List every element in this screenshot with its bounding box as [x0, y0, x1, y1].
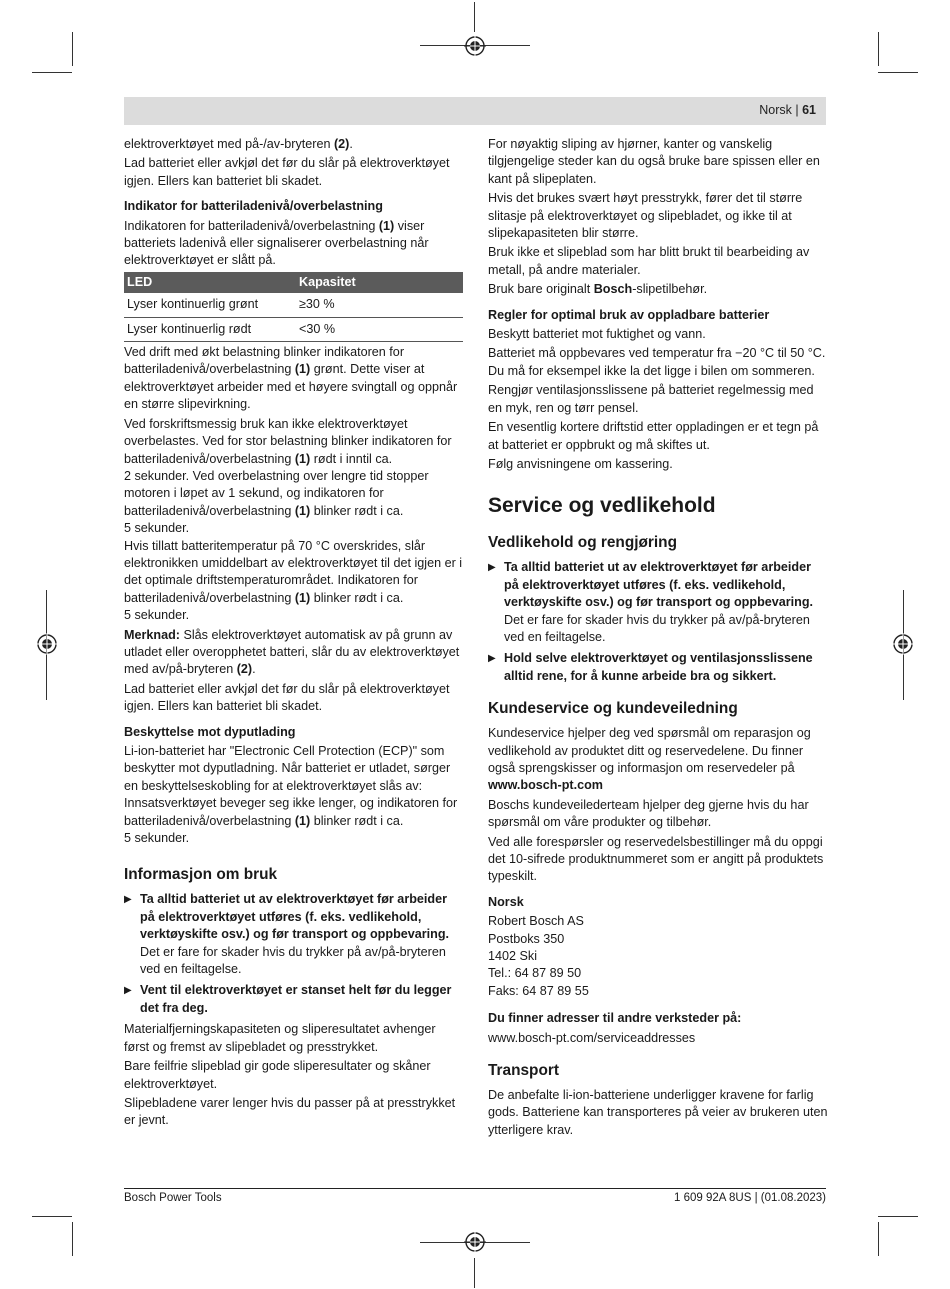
- service-addresses-link[interactable]: www.bosch-pt.com/serviceaddresses: [488, 1030, 696, 1045]
- table-cell: ≥30 %: [296, 293, 463, 317]
- registration-mark-icon: [36, 633, 58, 655]
- paragraph: Ved drift med økt belastning blinker indikatoren for batteriladenivå/overbelastning (1) grønt. Dette viser at elektroverktøyet arbeider med et høyere svingtall og oppnår en større slipevirkning.: [124, 345, 458, 412]
- section-heading: Vedlikehold og rengjøring: [488, 534, 677, 552]
- crop-mark: [32, 72, 72, 73]
- table-cell: Lyser kontinuerlig rødt: [124, 317, 296, 341]
- triangle-bullet-icon: ▶: [488, 562, 496, 574]
- table-row: [124, 293, 463, 317]
- paragraph: Bruk ikke et slipeblad som har blitt brukt til bearbeiding av metall, på andre materialer.: [488, 245, 810, 277]
- note-paragraph: Merknad: Slås elektroverktøyet automatisk av på grunn av utladet eller overopphetet batteri, slår du av elektroverktøyet med av/på-bryteren (2).: [124, 627, 460, 677]
- paragraph: Kundeservice hjelper deg ved spørsmål om reparasjon og vedlikehold av produktet ditt og reservedelene. Du finner også sprengskisser og informasjon om reservedeler på www.bosch-pt.com: [488, 726, 811, 793]
- paragraph: Indikatoren for batteriladenivå/overbelastning (1) viser batteriets ladenivå eller signaliserer overbelastning når elektroverktøyet er slått på.: [124, 218, 429, 268]
- triangle-bullet-icon: ▶: [488, 653, 496, 665]
- section-heading: Kundeservice og kundeveiledning: [488, 700, 738, 718]
- website-link[interactable]: www.bosch-pt.com: [488, 778, 603, 793]
- address-block: Robert Bosch AS Postboks 350 1402 Ski Tel.: 64 87 89 50 Faks: 64 87 89 55: [488, 914, 589, 998]
- paragraph: En vesentlig kortere driftstid etter oppladingen er et tegn på at batteriet er oppbrukt og må skiftes ut.: [488, 420, 819, 452]
- right-column: [488, 136, 828, 1141]
- triangle-bullet-icon: ▶: [124, 985, 132, 997]
- page-header: [124, 97, 826, 125]
- list-item: ▶ Ta alltid batteriet ut av elektroverktøyet før arbeider på elektroverktøyet utføres (f. eks. vedlikehold, verktøyskifte osv.) og før transport og oppbevaring. Det er fare for skader hvis du trykker på av/på-bryteren ved en feiltagelse.: [488, 560, 814, 644]
- footer-document-id: 1 609 92A 8US | (01.08.2023): [674, 1192, 826, 1204]
- table-header-cell: LED: [124, 272, 296, 293]
- paragraph: Lad batteriet eller avkjøl det før du slår på elektroverktøyet igjen. Ellers kan batteriet bli skadet.: [124, 156, 450, 188]
- paragraph: Lad batteriet eller avkjøl det før du slår på elektroverktøyet igjen. Ellers kan batteriet bli skadet.: [124, 681, 450, 714]
- paragraph: Følg anvisningene om kassering.: [488, 456, 673, 471]
- crop-mark: [474, 1258, 475, 1288]
- address-title: Norsk: [488, 894, 524, 909]
- registration-mark-icon: [464, 1231, 486, 1253]
- paragraph: For nøyaktig sliping av hjørner, kanter og vanskelig tilgjengelige steder kan du også bruke bare spissen eller en kant på slipeplaten.: [488, 137, 820, 186]
- table-row: [124, 317, 463, 341]
- table-cell: <30 %: [296, 317, 463, 341]
- paragraph: Hvis det brukes svært høyt presstrykk, fører det til større slitasje på elektroverktøyet og slipebladet, og ikke til at slipekapasiteten blir større.: [488, 191, 803, 241]
- list-item: ▶ Vent til elektroverktøyet er stanset helt før du legger det fra deg.: [124, 983, 452, 1015]
- paragraph: Materialfjerningskapasiteten og sliperesultatet avhenger først og fremst av slipebladet og presstrykket.: [124, 1022, 436, 1054]
- page-number: Norsk | 61: [759, 103, 816, 117]
- crop-mark: [878, 32, 879, 66]
- section-heading: Informasjon om bruk: [124, 866, 278, 884]
- section-subtitle: Regler for optimal bruk av oppladbare batterier: [488, 307, 770, 322]
- paragraph: De anbefalte li-ion-batteriene underligger kravene for farlig gods. Batteriene kan transporteres på veier av brukeren uten ytterligere krav.: [488, 1088, 828, 1137]
- list-item: ▶ Hold selve elektroverktøyet og ventilasjonsslissene alltid rene, for å kunne arbeide bra og sikkert.: [488, 651, 813, 683]
- paragraph: Bruk bare originalt Bosch-slipetilbehør.: [488, 282, 708, 297]
- paragraph: Rengjør ventilasjonsslissene på batteriet regelmessig med en myk, ren og tørr pensel.: [488, 383, 814, 415]
- section-subtitle: Du finner adresser til andre verksteder på:: [488, 1011, 742, 1026]
- crop-mark: [32, 1216, 72, 1217]
- page-number-value: 61: [802, 103, 816, 117]
- left-column: [124, 136, 464, 1132]
- table-header-cell: Kapasitet: [296, 272, 463, 293]
- led-capacity-table: [124, 272, 463, 342]
- footer-brand: Bosch Power Tools: [124, 1192, 222, 1204]
- paragraph: Batteriet må oppbevares ved temperatur fra −20 °C til 50 °C. Du må for eksempel ikke la det ligge i bilen om sommeren.: [488, 346, 826, 378]
- header-language: Norsk: [759, 103, 792, 117]
- note-label: Merknad:: [124, 627, 180, 642]
- paragraph: Boschs kundeveilederteam hjelper deg gjerne hvis du har spørsmål om våre produkter og tilbehør.: [488, 797, 809, 830]
- crop-mark: [474, 2, 475, 32]
- paragraph: Ved forskriftsmessig bruk kan ikke elektroverktøyet overbelastes. Ved for stor belastning blinker indikatoren for batteriladenivå/overbelastning (1) rødt i inntil ca. 2 sekunder. Ved overbelastning over lengre tid stopper motoren i løpet av 1 sekund, og indikatoren for batteriladenivå/overbelastning (1) blinker rødt i ca. 5 sekunder.: [124, 416, 452, 536]
- crop-mark: [878, 1216, 918, 1217]
- paragraph: Hvis tillatt batteritemperatur på 70 °C overskrides, slår elektronikken umiddelbart av elektroverktøyet til det igjen er i det optimale driftstemperaturområdet. Indikatoren for batteriladenivå/overbelastning (1) blinker rødt i ca. 5 sekunder.: [124, 538, 463, 623]
- paragraph: Beskytt batteriet mot fuktighet og vann.: [488, 327, 706, 342]
- paragraph: Bare feilfrie slipeblad gir gode sliperesultater og skåner elektroverktøyet.: [124, 1059, 431, 1091]
- registration-mark-icon: [892, 633, 914, 655]
- paragraph: elektroverktøyet med på-/av-bryteren (2).: [124, 137, 353, 151]
- chapter-heading: Service og vedlikehold: [488, 494, 716, 518]
- table-header-row: [124, 272, 463, 293]
- section-subtitle: Beskyttelse mot dyputlading: [124, 724, 296, 739]
- crop-mark: [72, 1222, 73, 1256]
- registration-mark-icon: [464, 35, 486, 57]
- section-subtitle: Indikator for batteriladenivå/overbelastning: [124, 199, 383, 214]
- paragraph: Ved alle forespørsler og reservedelsbestillinger må du oppgi det 10-sifrede produktnummeret som er angitt på produktets typeskilt.: [488, 834, 824, 884]
- crop-mark: [72, 32, 73, 66]
- crop-mark: [878, 72, 918, 73]
- footer-rule: [124, 1188, 826, 1189]
- section-heading: Transport: [488, 1062, 559, 1080]
- paragraph: Slipebladene varer lenger hvis du passer på at presstrykket er jevnt.: [124, 1095, 456, 1128]
- triangle-bullet-icon: ▶: [124, 894, 132, 906]
- crop-mark: [878, 1222, 879, 1256]
- list-item: ▶ Ta alltid batteriet ut av elektroverktøyet før arbeider på elektroverktøyet utføres (f. eks. vedlikehold, verktøyskifte osv.) og før transport og oppbevaring. Det er fare for skader hvis du trykker på av/på-bryteren ved en feiltagelse.: [124, 892, 450, 977]
- table-cell: Lyser kontinuerlig grønt: [124, 293, 296, 317]
- paragraph: Li-ion-batteriet har "Electronic Cell Protection (ECP)" som beskytter mot dyputladning. Når batteriet er utladet, sørger en beskyttelseskobling for at elektroverktøyet slås av: Innsatsverktøyet beveger seg ikke lenger, og indikatoren for batteriladenivå/overbelastning (1) blinker rødt i ca. 5 sekunder.: [124, 744, 458, 846]
